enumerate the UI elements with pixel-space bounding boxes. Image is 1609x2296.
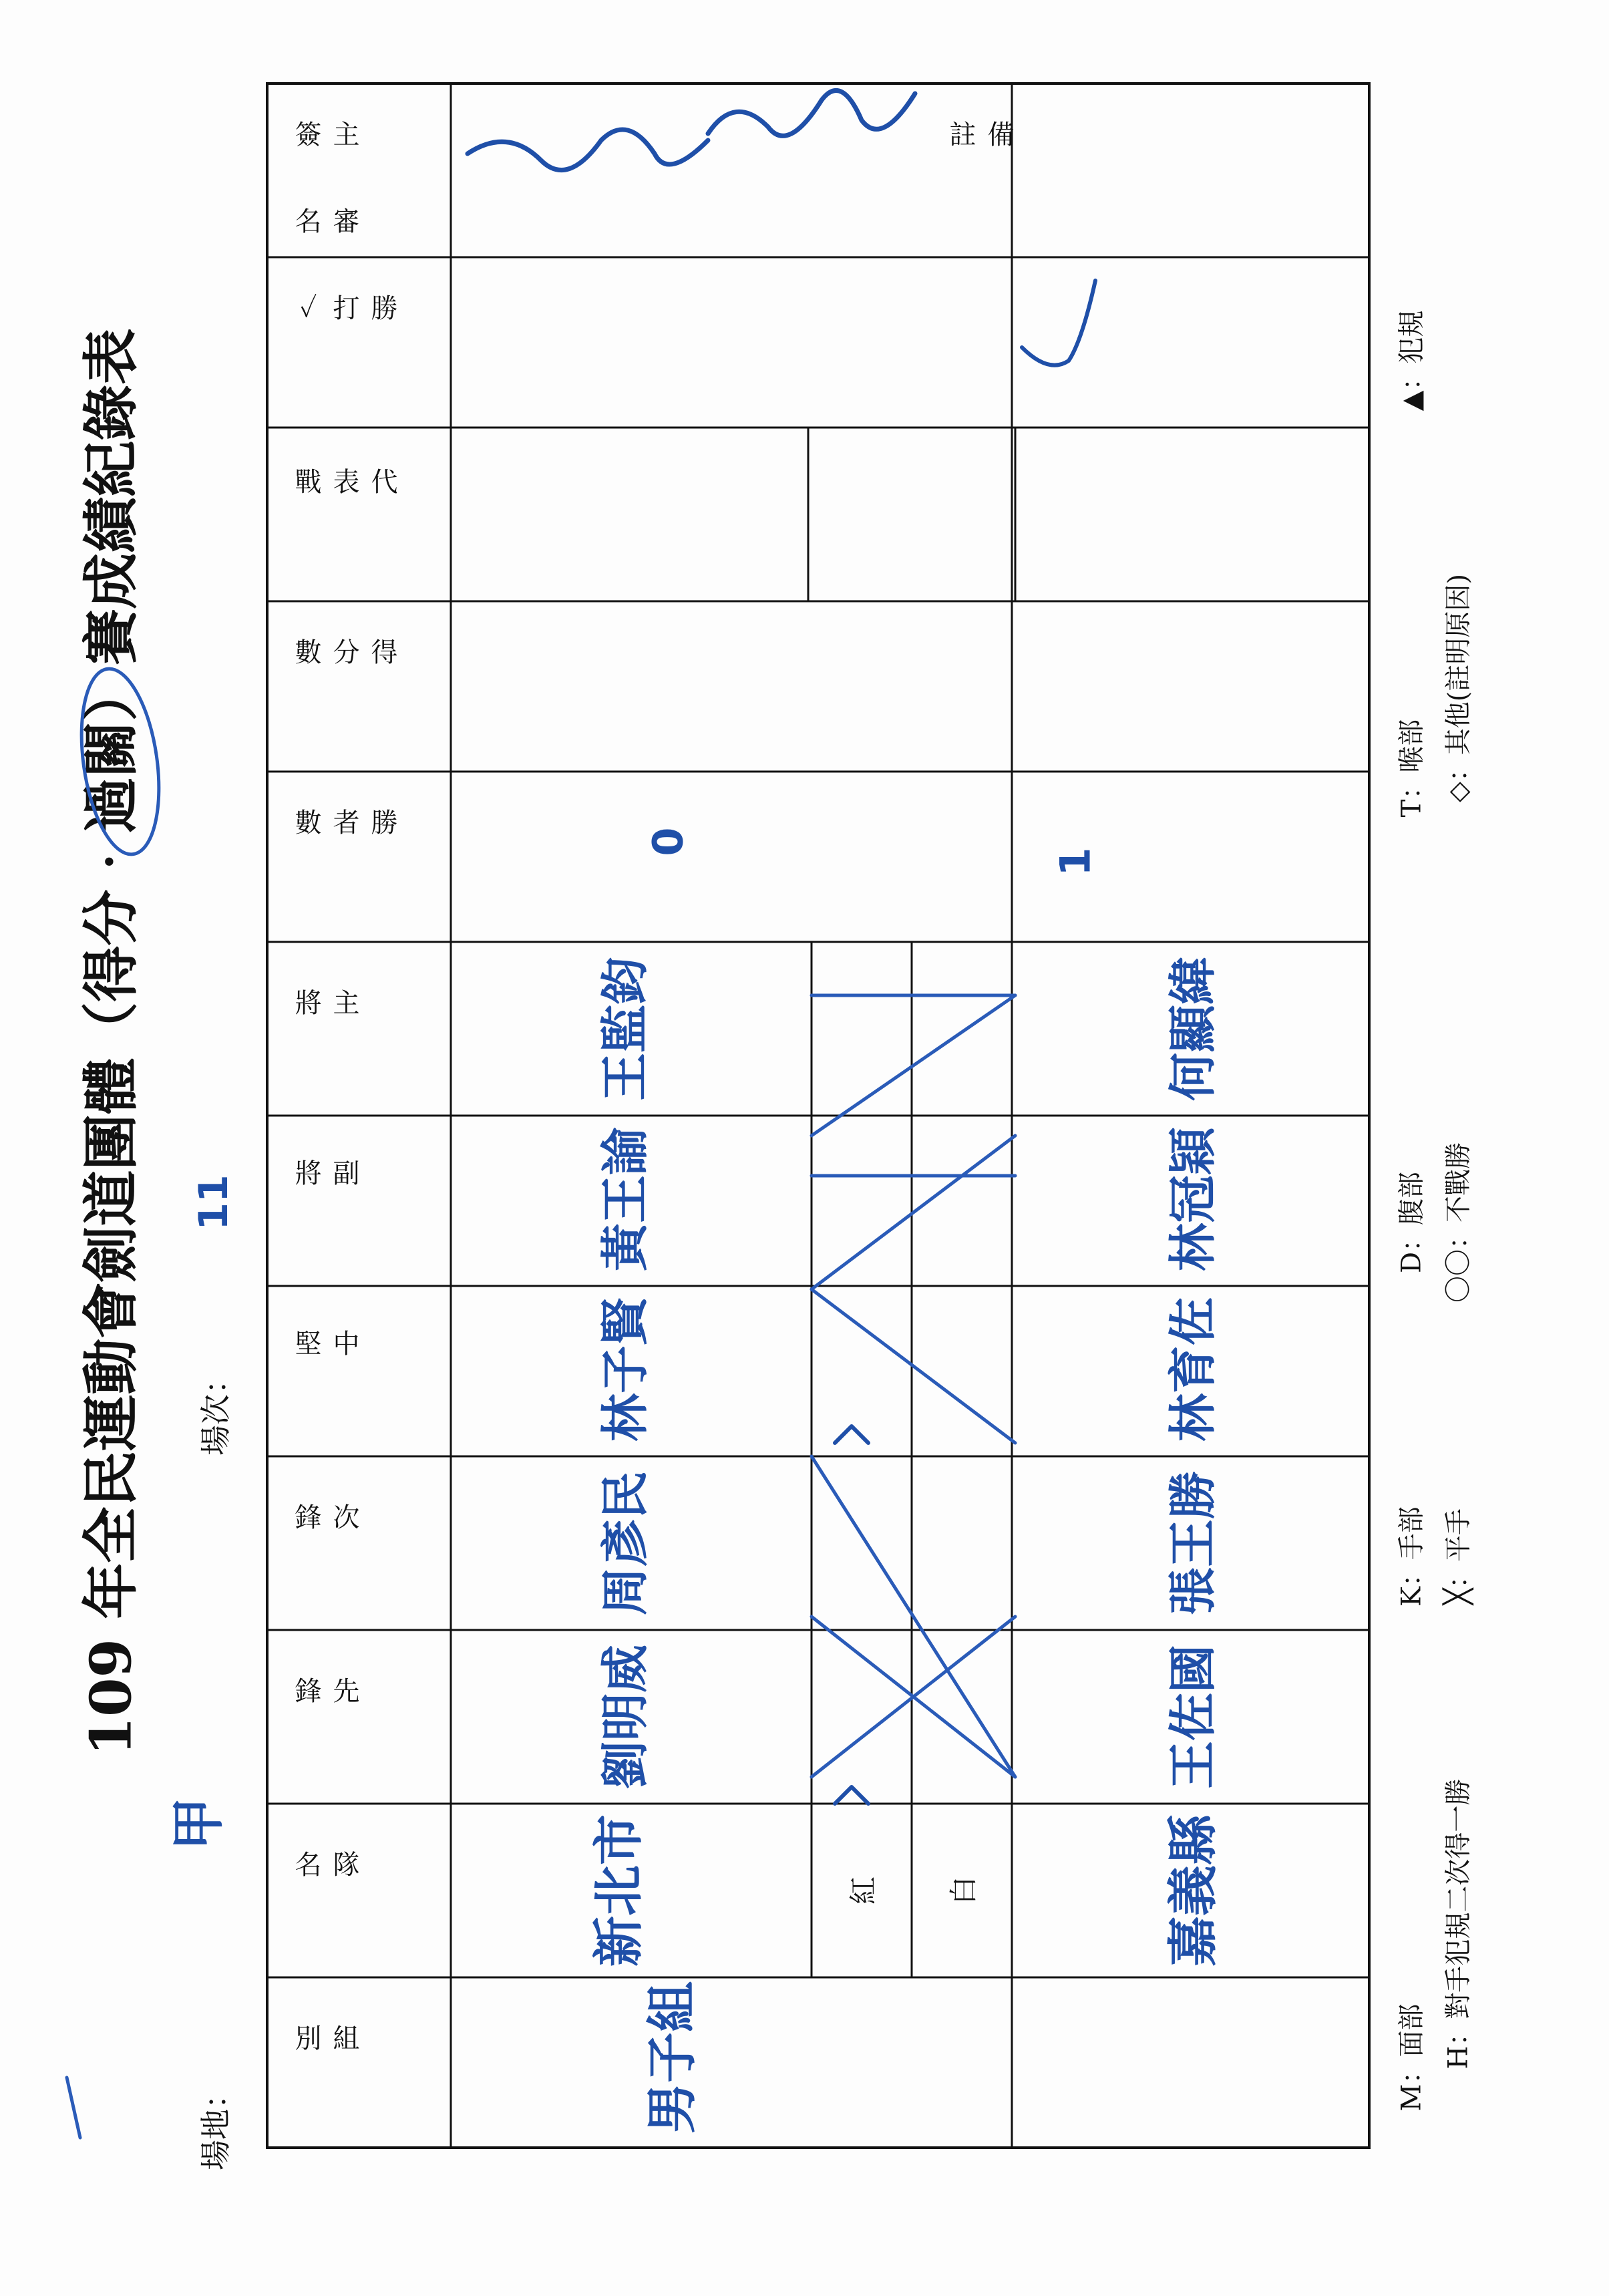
- header-points: 得 分 數: [291, 638, 397, 679]
- side-red-label: 紅: [847, 1876, 880, 1905]
- white-taisho: 何顯緯: [1165, 956, 1221, 1102]
- group-value: 男子組: [642, 1981, 702, 2134]
- legend-x: ╳：平手: [1443, 1508, 1474, 1605]
- header-chuken: 中 堅: [291, 1329, 359, 1371]
- header-wins: 勝 者 數: [291, 808, 397, 850]
- red-jiho: 周彥民: [597, 1470, 653, 1616]
- white-chuken: 林育佐: [1165, 1297, 1221, 1442]
- corner-mark: 甲: [167, 1797, 230, 1850]
- white-senpo: 王佐國: [1165, 1644, 1221, 1790]
- white-jiho: 張王勝: [1165, 1470, 1221, 1616]
- legend-diamond: ◇：其他(註明原因): [1443, 574, 1474, 802]
- header-group: 組 別: [291, 2024, 359, 2066]
- legend-oo: 〇〇：不戰勝: [1443, 1142, 1474, 1303]
- white-fukusho: 林冠穎: [1165, 1126, 1221, 1272]
- legend-t: T：喉部: [1396, 719, 1427, 818]
- page-title: 109 年全民運動會劍道團體（得分‧過關）賽成績紀錄表: [77, 328, 144, 1756]
- header-winner: 勝 打 ✓: [291, 294, 397, 335]
- header-senpo: 先 鋒: [291, 1677, 359, 1718]
- referee-signature-2: [708, 90, 915, 136]
- match-no-value: 11: [190, 1174, 237, 1231]
- side-white-label: 白: [947, 1876, 980, 1905]
- red-chuken: 林子賢: [597, 1297, 653, 1442]
- red-senpo: 劉明威: [597, 1644, 653, 1790]
- header-daihyo: 代 表 戰: [291, 468, 397, 509]
- header-taisho: 主 將: [291, 989, 359, 1030]
- legend-m: M：面部: [1396, 2003, 1427, 2112]
- match-no-label: 場次：: [198, 1363, 234, 1456]
- legend-triangle: ▲：犯規: [1396, 310, 1427, 412]
- check-icon: [1022, 281, 1095, 365]
- header-team: 隊 名: [291, 1850, 359, 1892]
- wins-red-value: 0: [643, 827, 693, 856]
- legend-h: H：對手犯規二次得一勝: [1443, 1778, 1474, 2070]
- referee-signature-1: [468, 130, 708, 170]
- header-jiho: 次 鋒: [291, 1503, 359, 1544]
- venue-label: 場地：: [198, 2078, 234, 2170]
- wins-white-value: 1: [1051, 847, 1100, 876]
- header-remarks: 備 註: [945, 120, 1014, 162]
- header-fukusho: 副 將: [291, 1159, 359, 1200]
- red-taisho: 王監鈞: [597, 956, 653, 1102]
- legend-d: D：腹部: [1396, 1171, 1427, 1274]
- red-fukusho: 黃王諭: [597, 1126, 653, 1272]
- legend-k: K：手部: [1396, 1506, 1427, 1607]
- white-team-name: 嘉義縣: [1163, 1814, 1223, 1967]
- header-referee: 主 審 簽 名: [291, 120, 359, 249]
- red-team-name: 新北市: [588, 1814, 649, 1967]
